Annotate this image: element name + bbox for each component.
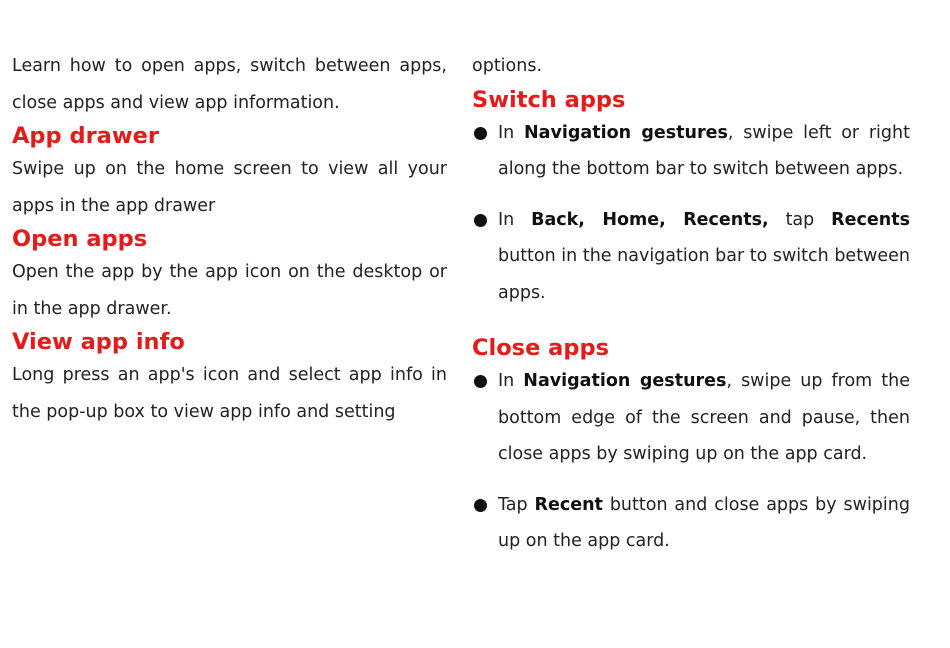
bullet-text-pre: In [498, 209, 532, 230]
view-app-info-text: Long press an app's icon and select app info in the pop-up box to view app info and setting [12, 365, 447, 422]
bullet-text-mid: , swipe left or right along the bottom bar to switch between apps. [498, 122, 910, 179]
bullet-bold: Back, Home, Recents, [531, 209, 769, 230]
switch-apps-list [472, 115, 910, 312]
bullet-text-pre: In [498, 122, 525, 143]
close-apps-list [472, 363, 910, 560]
heading-app-drawer: App drawer [12, 123, 159, 149]
right-column [472, 48, 910, 582]
bullet-text-post: button in the navigation bar to switch between apps. [498, 246, 910, 303]
continuation-text: options. [472, 56, 543, 76]
list-item [472, 487, 910, 560]
bullet-text-post: , swipe up from the bottom edge of the screen and pause, then close apps by swiping up on the app card. [498, 371, 910, 464]
bullet-bold-2: Recents [831, 209, 910, 230]
bullet-icon [474, 375, 487, 388]
bullet-text-pre: In [498, 371, 524, 391]
left-column [12, 48, 447, 430]
heading-switch-apps: Switch apps [472, 86, 626, 113]
heading-close-apps: Close apps [472, 335, 609, 361]
bullet-text-mid: tap [768, 209, 832, 230]
list-item [472, 202, 910, 312]
bullet-text-post: button and close apps by swiping up on the app card. [498, 494, 910, 551]
app-drawer-text: Swipe up on the home screen to view all your apps in the app drawer [12, 159, 447, 216]
heading-view-app-info: View app info [12, 329, 185, 355]
bullet-icon [474, 499, 487, 512]
list-item [472, 363, 910, 473]
bullet-icon [474, 127, 487, 140]
intro-paragraph: Learn how to open apps, switch between apps, close apps and view app information. [12, 56, 447, 113]
bullet-icon [474, 214, 487, 227]
bullet-bold: Navigation gestures [523, 371, 727, 391]
bullet-bold: Recent [534, 494, 603, 515]
list-item [472, 115, 910, 188]
heading-open-apps: Open apps [12, 226, 148, 252]
bullet-text-pre: Tap [498, 494, 535, 515]
open-apps-text: Open the app by the app icon on the desktop or in the app drawer. [12, 262, 447, 319]
bullet-bold: Navigation gestures [524, 122, 728, 143]
